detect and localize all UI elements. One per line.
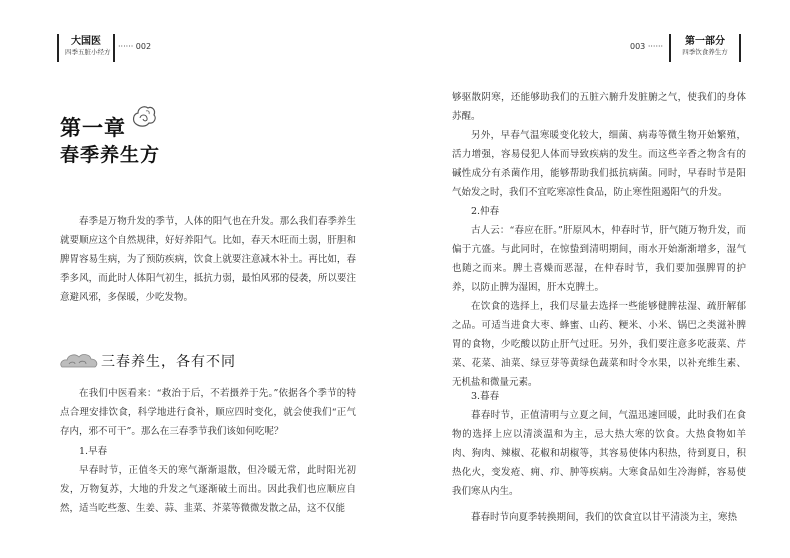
section-cloud-icon	[59, 350, 99, 372]
chapter-number: 第一章	[60, 115, 126, 140]
cloud-ornament-icon	[131, 104, 157, 128]
continuation-paragraph: 够驱散阴寒，还能够助我们的五脏六腑升发脏腑之气，使我们的身体苏醒。	[452, 92, 746, 122]
chapter-title: 春季养生方	[60, 144, 161, 166]
section-title: 三春养生，各有不同	[101, 354, 236, 370]
subheading-mid-spring: 2.仲春	[471, 206, 500, 217]
section-paragraph: 在我们中医看来：“救治于后，不若摄养于先。”依据各个季节的特点合理安排饮食，科学地进行食补，顺应四时变化，就会使我们“正气存内，邪不可干”。那么在三春季节我们该如何吃呢？	[60, 388, 356, 437]
right-page	[395, 0, 790, 558]
subheading-late-spring: 3.暮春	[471, 391, 500, 402]
book-subtitle: 四季五脏小经方	[65, 48, 111, 56]
left-page-number: ······ 002	[118, 42, 152, 51]
intro-paragraph: 春季是万物升发的季节，人体的阳气也在升发。那么我们春季养生就要顺应这个自然规律，好好养阳气。比如，春天木旺而土弱，肝胆和脾胃容易生病，为了预防疾病，饮食上就要注意减木补土。再比如，春季多风，而此时人体阳气初生，抵抗力弱，最怕风邪的侵袭，所以要注意避风邪，多保暖，少吃发物。	[60, 216, 356, 303]
book-title: 大国医	[71, 36, 101, 47]
right-running-header	[669, 34, 741, 62]
mid-spring-paragraph: 古人云：“春应在肝。”肝原风木，仲春时节，肝气随万物升发，而偏于亢盛。与此同时，在惊蛰到清明期间，雨水开始渐渐增多，湿气也随之而来。脾土喜燥而恶湿，在仲春时节，我们要加强脾胃的护养，以防止脾为湿困，肝木克脾土。	[452, 225, 746, 293]
right-page-number: 003 ······	[630, 42, 664, 51]
part-subtitle: 四季饮食养生方	[682, 48, 728, 56]
late-spring-paragraph: 暮春时节，正值清明与立夏之间，气温迅速回暖，此时我们在食物的选择上应以清淡温和为主，忌大热大寒的饮食。大热食物如羊肉、狗肉、辣椒、花椒和胡椒等，其容易使体内积热，待到夏日，积热化火，变发疮、痈、疖、肿等疾病。大寒食品如生冷海鲜，容易使我们寒从内生。	[452, 410, 746, 497]
late-spring-diet-paragraph: 暮春时节向夏季转换期间，我们的饮食宜以甘平清淡为主，寒热	[471, 512, 738, 523]
mid-spring-diet-paragraph: 在饮食的选择上，我们尽量去选择一些能够健脾祛湿、疏肝解郁之品。可适当进食大枣、蜂蜜、山药、粳米、小米、锅巴之类滋补脾胃的食物，少吃酸以防止肝气过旺。另外，我们要注意多吃菠菜、芹菜、花菜、油菜、绿豆芽等黄绿色蔬菜和时令水果，以补充维生素、无机盐和微量元素。	[452, 301, 746, 388]
early-spring-paragraph: 早春时节，正值冬天的寒气渐渐退散，但冷暖无常，此时阳光初发，万物复苏，大地的升发之气逐渐破土而出。因此我们也应顺应自然，适当吃些葱、生姜、蒜、韭菜、芥菜等微微发散之品，这不仅能	[60, 465, 356, 514]
subheading-early-spring: 1.早春	[79, 446, 108, 457]
part-title: 第一部分	[685, 36, 725, 47]
left-running-header	[57, 34, 115, 62]
early-spring-paragraph-2: 另外，早春气温寒暖变化较大，细菌、病毒等微生物开始繁殖，活力增强，容易侵犯人体而导致疾病的发生。而这些辛香之物含有的碱性成分有杀菌作用，能够帮助我们抵抗病菌。同时，早春时节是阳气始发之时，我们不宜吃寒凉性食品，防止寒性阻遏阳气的升发。	[452, 130, 746, 198]
